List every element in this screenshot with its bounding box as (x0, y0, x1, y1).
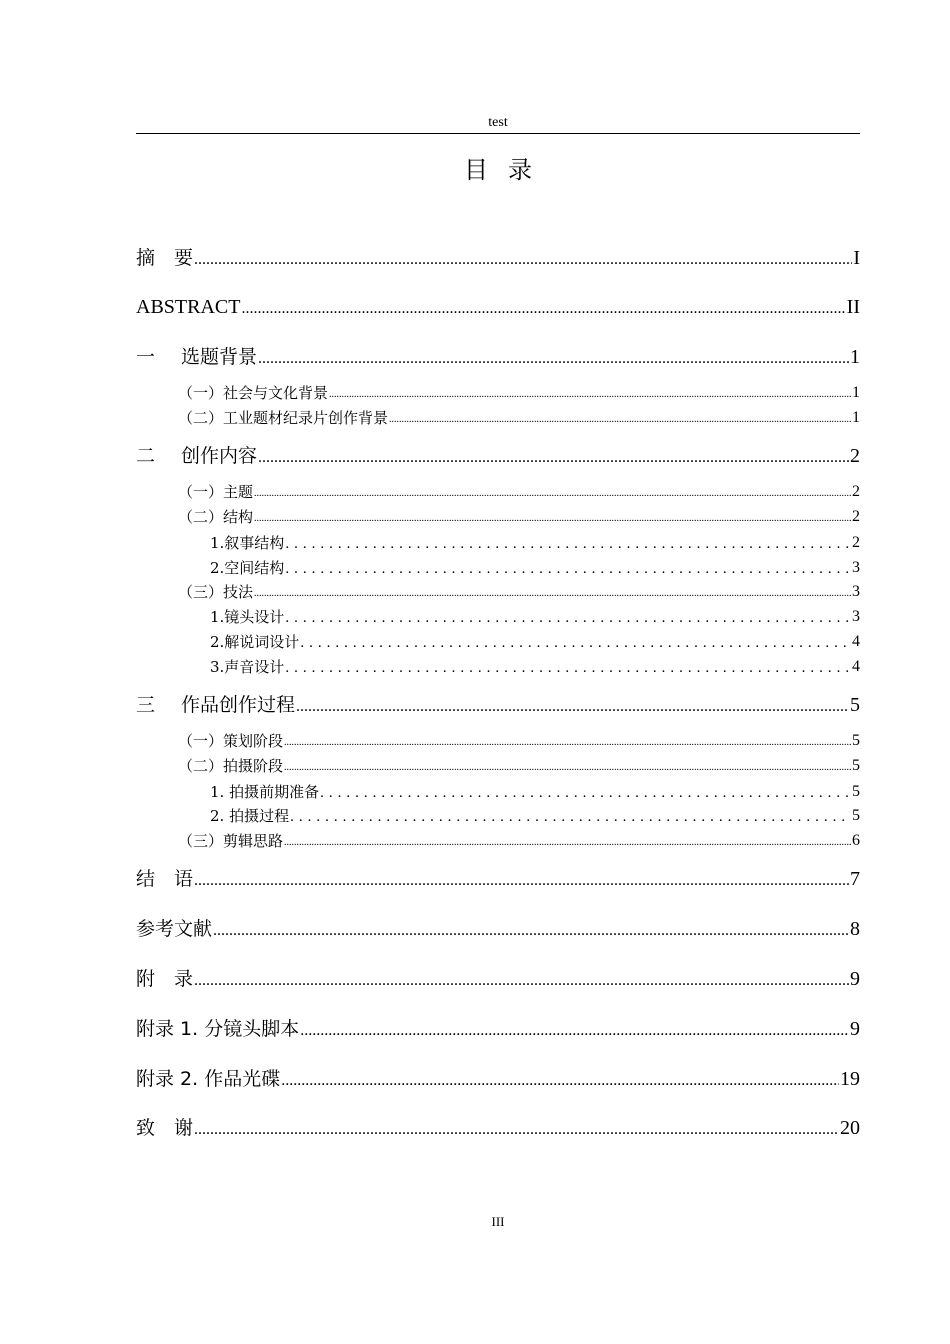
toc-entry[interactable] (136, 966, 860, 992)
toc-entry-text: （三）技法 (178, 583, 254, 601)
toc-dot-leader (284, 835, 851, 851)
toc-entry[interactable] (136, 1066, 860, 1092)
toc-entry-number: 三 (136, 694, 156, 716)
toc-dot-leader (329, 387, 851, 403)
toc-entry-label (136, 245, 193, 271)
toc-entry[interactable] (136, 1016, 860, 1042)
toc-entry-label (136, 294, 240, 320)
toc-entry-label (136, 1115, 193, 1141)
toc-entry[interactable] (136, 831, 860, 851)
toc-dot-leader (254, 511, 851, 527)
toc-dot-leader (241, 298, 845, 320)
toc-entry-page: 2 (852, 483, 860, 500)
toc-entry-page: 5 (850, 694, 860, 716)
toc-entry-page: 5 (852, 757, 860, 774)
toc-entry[interactable] (136, 443, 860, 469)
toc-entry-page: 2 (852, 534, 860, 551)
toc-dot-leader (258, 348, 849, 370)
toc-entry-page: 2 (850, 445, 860, 467)
toc-entry-label (136, 692, 295, 718)
toc-entry-label (136, 443, 257, 469)
toc-entry-text: 1. 拍摄前期准备 (210, 783, 320, 801)
toc-entry[interactable] (136, 632, 860, 652)
toc-entry-label (136, 657, 284, 677)
toc-entry[interactable] (136, 866, 860, 892)
toc-entry[interactable] (136, 408, 860, 428)
toc-entry-label (136, 806, 289, 826)
toc-entry[interactable] (136, 692, 860, 718)
toc-entry-page: 5 (852, 807, 860, 824)
toc-dot-leader (290, 808, 851, 826)
toc-entry-text: 摘 要 (136, 247, 194, 269)
toc-entry-text: 作品创作过程 (181, 694, 296, 716)
toc-entry[interactable] (136, 782, 860, 802)
toc-entry-label (136, 1016, 299, 1042)
toc-entry-text: 附 录 (136, 968, 194, 990)
toc-entry-page: 3 (852, 608, 860, 625)
toc-entry-text: （一）社会与文化背景 (178, 384, 329, 402)
toc-dot-leader (285, 609, 851, 627)
toc-entry-text: 参考文献 (136, 918, 213, 940)
toc-entry-text: 附录 1. 分镜头脚本 (136, 1018, 300, 1040)
toc-dot-leader (258, 447, 849, 469)
toc-entry-page: 1 (852, 409, 860, 426)
toc-entry-text: 2.空间结构 (210, 559, 285, 577)
toc-entry-text: 选题背景 (181, 346, 258, 368)
toc-entry[interactable] (136, 916, 860, 942)
toc-entry-page: 19 (840, 1068, 860, 1090)
toc-dot-leader (284, 760, 851, 776)
toc-entry-page: 1 (850, 346, 860, 368)
toc-entry-text: （三）剪辑思路 (178, 832, 284, 850)
toc-entry-page: 2 (852, 508, 860, 525)
toc-dot-leader (320, 784, 851, 802)
toc-dot-leader (194, 1119, 839, 1141)
toc-entry[interactable] (136, 607, 860, 627)
toc-dot-leader (254, 586, 851, 602)
toc-entry-page: I (853, 247, 860, 269)
toc-entry-text: （一）策划阶段 (178, 732, 284, 750)
toc-dot-leader (285, 560, 851, 578)
toc-dot-leader (300, 1020, 849, 1042)
toc-dot-leader (285, 535, 851, 553)
toc-dot-leader (254, 486, 851, 502)
toc-entry[interactable] (136, 731, 860, 751)
toc-entry-text: 创作内容 (181, 445, 258, 467)
toc-entry-label (136, 607, 284, 627)
toc-entry-text: ABSTRACT (136, 296, 241, 318)
page-header: test (488, 115, 508, 130)
toc-entry[interactable] (136, 344, 860, 370)
toc-entry[interactable] (136, 383, 860, 403)
toc-dot-leader (281, 1070, 839, 1092)
toc-entry-text: （二）拍摄阶段 (178, 757, 284, 775)
toc-entry-page: 5 (852, 783, 860, 800)
toc-entry[interactable] (136, 245, 860, 271)
toc-entry-text: 致 谢 (136, 1117, 194, 1139)
toc-entry-text: 1.镜头设计 (210, 608, 285, 626)
toc-entry-page: 8 (850, 918, 860, 940)
toc-entry[interactable] (136, 1115, 860, 1141)
toc-entry-label (136, 507, 253, 527)
toc-entry-label (136, 831, 283, 851)
toc-entry-label (136, 632, 299, 652)
toc-entry-label (136, 558, 284, 578)
toc-entry-text: 结 语 (136, 868, 194, 890)
toc-title: 目录 (464, 156, 552, 184)
toc-entry-page: 9 (850, 1018, 860, 1040)
toc-entry-label (136, 1066, 280, 1092)
toc-entry-label (136, 408, 388, 428)
toc-entry-label (136, 344, 257, 370)
toc-entry-label (136, 916, 212, 942)
toc-entry-label (136, 756, 283, 776)
toc-entry-text: 2.解说词设计 (210, 633, 300, 651)
toc-entry-label (136, 966, 193, 992)
toc-entry-number: 一 (136, 346, 156, 368)
toc-entry-text: 3.声音设计 (210, 658, 285, 676)
toc-entry-text: （二）结构 (178, 508, 254, 526)
toc-dot-leader (300, 634, 851, 652)
page-number: III (491, 1214, 505, 1229)
toc-dot-leader (285, 659, 851, 677)
toc-dot-leader (194, 249, 852, 271)
toc-entry[interactable] (136, 533, 860, 553)
toc-entry-text: （二）工业题材纪录片创作背景 (178, 409, 389, 427)
toc-dot-leader (389, 412, 851, 428)
toc-entry-page: 5 (852, 732, 860, 749)
header-rule (136, 133, 860, 134)
toc-entry-text: 2. 拍摄过程 (210, 807, 290, 825)
toc-dot-leader (284, 735, 851, 751)
toc-entry-text: 1.叙事结构 (210, 534, 285, 552)
toc-entry[interactable] (136, 806, 860, 826)
toc-entry[interactable] (136, 582, 860, 602)
toc-entry-label (136, 482, 253, 502)
toc-entry-label (136, 782, 319, 802)
toc-entry-page: 4 (852, 658, 860, 675)
toc-entry[interactable] (136, 294, 860, 320)
toc-entry-label (136, 731, 283, 751)
toc-entry-page: 3 (852, 583, 860, 600)
toc-entry-number: 二 (136, 445, 156, 467)
toc-entry-page: II (846, 296, 860, 318)
toc-dot-leader (194, 870, 849, 892)
toc-entry[interactable] (136, 507, 860, 527)
toc-entry-page: 20 (840, 1117, 860, 1139)
toc-entry-label (136, 866, 193, 892)
toc-entry-page: 3 (852, 559, 860, 576)
toc-entry[interactable] (136, 482, 860, 502)
toc-dot-leader (296, 696, 849, 718)
toc-entry-text: 附录 2. 作品光碟 (136, 1068, 281, 1090)
toc-entry[interactable] (136, 756, 860, 776)
toc-entry[interactable] (136, 657, 860, 677)
toc-entry-page: 4 (852, 633, 860, 650)
toc-entry-label (136, 533, 284, 553)
toc-entry-page: 6 (852, 832, 860, 849)
toc-dot-leader (194, 970, 849, 992)
toc-entry[interactable] (136, 558, 860, 578)
toc-entry-page: 1 (852, 384, 860, 401)
toc-entry-text: （一）主题 (178, 483, 254, 501)
toc-entry-label (136, 582, 253, 602)
toc-dot-leader (213, 920, 849, 942)
toc-entry-page: 7 (850, 868, 860, 890)
toc-entry-label (136, 383, 328, 403)
toc-entry-page: 9 (850, 968, 860, 990)
